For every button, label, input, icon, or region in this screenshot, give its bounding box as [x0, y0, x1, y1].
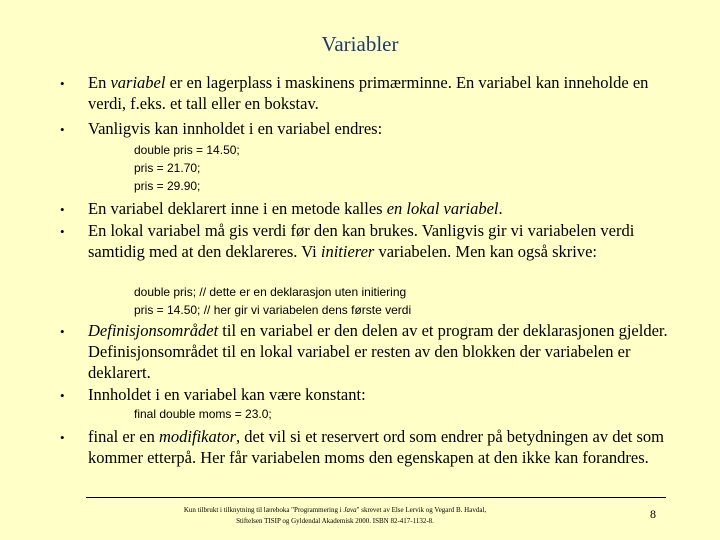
emphasis-modifikator: modifikator: [159, 427, 237, 446]
code-line: double pris; // dette er en deklarasjon uten initiering: [134, 285, 407, 299]
bullet-marker: •: [60, 324, 65, 339]
bullet-marker: •: [60, 202, 65, 217]
code-block-3: [134, 405, 272, 423]
emphasis-lokal-variabel: en lokal variabel: [386, 199, 499, 218]
page-number: 8: [650, 507, 656, 521]
code-line: final double moms = 23.0;: [134, 407, 272, 421]
emphasis-definisjonsomradet: Definisjonsområdet: [88, 321, 219, 340]
bullet-text-constant: Innholdet i en variabel kan være konstant:: [88, 385, 366, 404]
text-run: er en lagerplass i maskinens primærminne. En variabel kan inneholde en verdi, f.eks. et tall eller en bokstav.: [88, 73, 649, 113]
code-line: pris = 14.50; // her gir vi variabelen dens første verdi: [134, 303, 412, 317]
text-run: En: [88, 73, 111, 92]
bullet-marker: •: [60, 388, 65, 403]
code-line: double pris = 14.50;: [134, 143, 240, 157]
text-run: " skrevet av Else Lervik og Vegard B. Havdal,: [356, 506, 487, 514]
bullet-text-variable-definition: [88, 72, 668, 114]
code-block-1: [134, 141, 240, 195]
bullet-text-local-variable: [88, 198, 668, 219]
text-run: Kun tilbrukt i tilknytning til læreboka "Programmering i: [183, 506, 344, 514]
bullet-marker: •: [60, 224, 65, 239]
bullet-text-changeable: Vanligvis kan innholdet i en variabel endres:: [88, 119, 383, 138]
text-run: En variabel deklarert inne i en metode kalles: [88, 199, 387, 218]
slide-title: Variabler: [321, 32, 399, 56]
text-run: til en variabel er den delen av et program der deklarasjonen gjelder. Definisjonsområdet til en lokal variabel er resten av den blokken der variabelen er deklarert.: [88, 321, 668, 382]
emphasis-variabel: variabel: [110, 73, 166, 92]
bullet-marker: •: [60, 122, 65, 137]
footer-credit: [100, 505, 570, 527]
bullet-text-final-modifier: [88, 426, 668, 468]
text-run: , det vil si et reservert ord som endrer på betydningen av det som kommer etterpå. Her får variabelen moms den egenskapen at den ikke kan forandres.: [88, 427, 664, 467]
footer-divider: [86, 497, 666, 498]
code-block-2: [134, 283, 411, 319]
text-run: variabelen. Men kan også skrive:: [374, 242, 598, 261]
text-run: En lokal variabel må gis verdi før den kan brukes. Vanligvis gir vi variabelen verdi samtidig med at den deklareres. Vi: [88, 221, 635, 261]
code-line: pris = 21.70;: [134, 161, 201, 175]
bullet-marker: •: [60, 76, 65, 91]
text-run: .: [498, 199, 503, 218]
bullet-text-definisjonsomrade: [88, 320, 668, 383]
emphasis-initierer: initierer: [320, 242, 375, 261]
text-run: final er en: [88, 427, 160, 446]
footer-line: [100, 505, 570, 516]
bullet-marker: •: [60, 430, 65, 445]
code-line: pris = 29.90;: [134, 179, 201, 193]
footer-line: Stiftelsen TISIP og Gyldendal Akademisk 2000. ISBN 82-417-1132-8.: [236, 517, 434, 525]
bullet-text-initiering: [88, 220, 668, 262]
emphasis-java: Java: [343, 506, 357, 514]
